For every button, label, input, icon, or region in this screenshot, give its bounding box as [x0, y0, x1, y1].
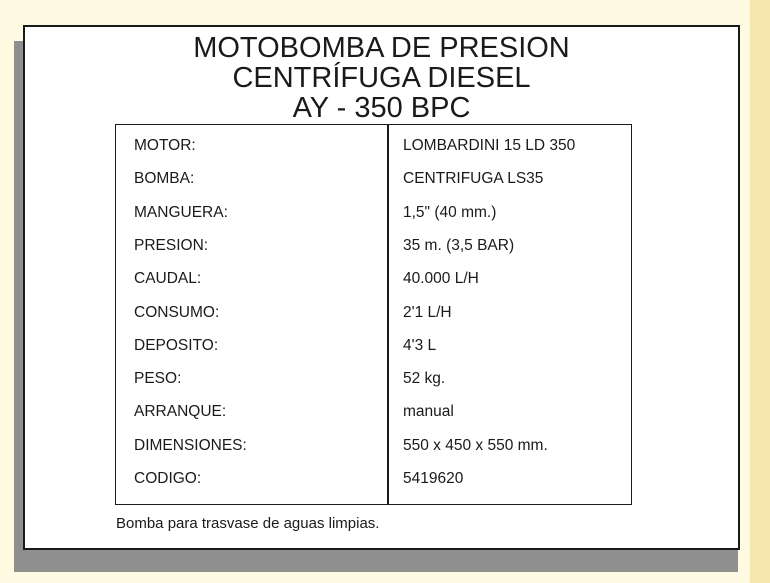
spec-label: MANGUERA:	[134, 203, 228, 221]
spec-row-arranque	[116, 395, 631, 428]
spec-value: 40.000 L/H	[403, 270, 479, 288]
spec-label: CAUDAL:	[134, 270, 202, 288]
spec-value: manual	[403, 403, 454, 421]
spec-row-peso	[116, 362, 631, 395]
spec-value: 4'3 L	[403, 336, 437, 354]
product-title-line-1: MOTOBOMBA DE PRESION	[193, 32, 570, 64]
spec-value: 5419620	[403, 470, 464, 487]
spec-row-deposito	[116, 329, 631, 362]
spec-table	[115, 124, 632, 505]
spec-label: CODIGO:	[134, 470, 202, 487]
spec-label: BOMBA:	[134, 170, 195, 188]
spec-value: LOMBARDINI 15 LD 350	[403, 137, 576, 154]
spec-value: 2'1 L/H	[403, 303, 452, 321]
spec-row-presion	[116, 229, 631, 262]
product-title-line-2: CENTRÍFUGA DIESEL	[232, 62, 531, 94]
spec-row-dimensiones	[116, 429, 631, 462]
spec-label: PESO:	[134, 370, 182, 388]
product-spec-card	[23, 25, 740, 550]
product-footnote: Bomba para trasvase de aguas limpias.	[116, 515, 380, 532]
spec-row-caudal	[116, 262, 631, 295]
spec-label: DEPOSITO:	[134, 336, 219, 354]
spec-label: PRESION:	[134, 236, 209, 254]
spec-label: MOTOR:	[134, 137, 196, 154]
spec-row-bomba	[116, 162, 631, 195]
decorative-side-stripe	[750, 0, 770, 583]
spec-row-codigo	[116, 462, 631, 495]
spec-value: CENTRIFUGA LS35	[403, 170, 544, 188]
spec-label: DIMENSIONES:	[134, 436, 247, 454]
spec-label: ARRANQUE:	[134, 403, 227, 421]
spec-label: CONSUMO:	[134, 303, 220, 321]
spec-value: 35 m. (3,5 BAR)	[403, 236, 515, 254]
spec-value: 52 kg.	[403, 370, 446, 388]
spec-value: 1,5" (40 mm.)	[403, 203, 497, 221]
spec-row-motor	[116, 129, 631, 162]
product-model-title: AY - 350 BPC	[292, 92, 471, 124]
spec-row-manguera	[116, 196, 631, 229]
spec-value: 550 x 450 x 550 mm.	[403, 436, 548, 454]
spec-row-consumo	[116, 296, 631, 329]
